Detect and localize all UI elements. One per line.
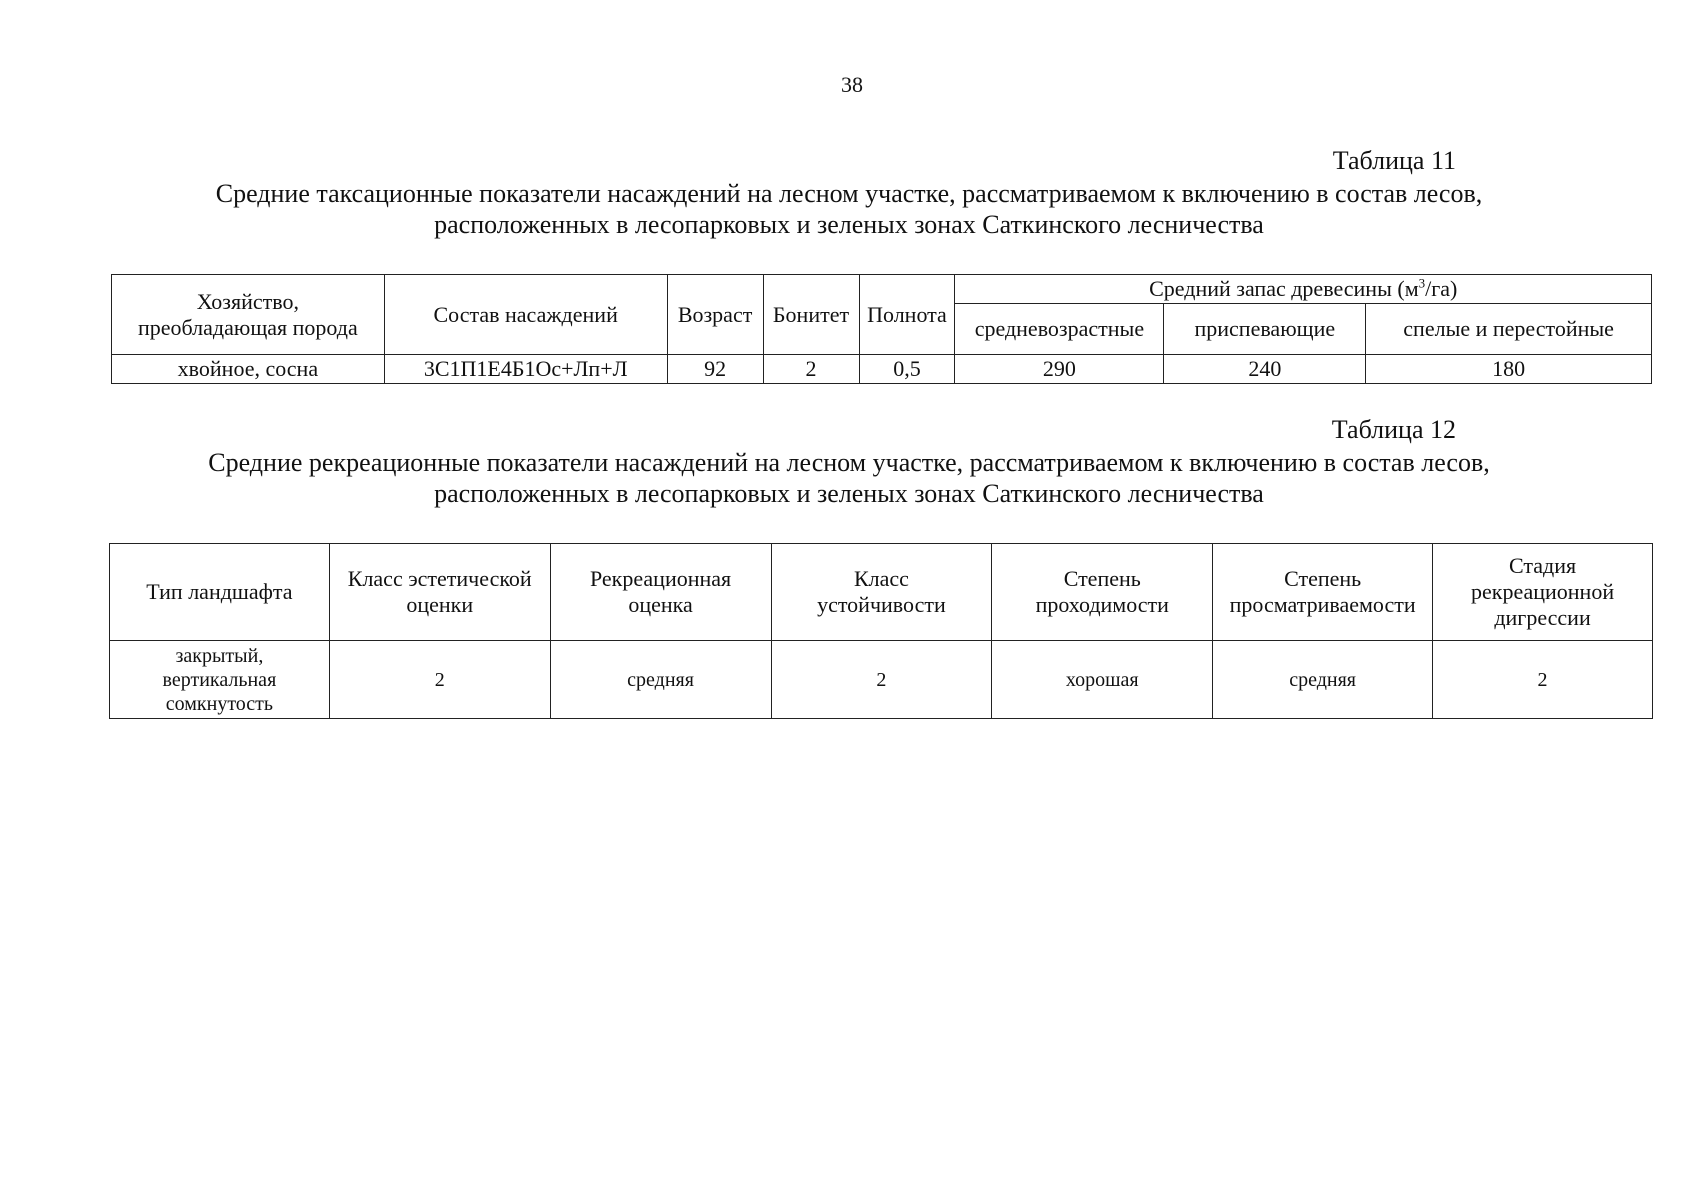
cell-mature: 180	[1366, 355, 1652, 384]
header-passability-line2: проходимости	[1035, 592, 1169, 617]
table-12-caption-line1: Средние рекреационные показатели насаждений на лесном участке, рассматриваемом к включению в состав лесов,	[208, 448, 1490, 477]
cell-digression: 2	[1433, 641, 1653, 719]
table-12-label: Таблица 12	[1331, 415, 1456, 444]
table-11-caption	[110, 178, 1588, 240]
header-middle-aged: средневозрастные	[955, 304, 1164, 355]
cell-farm: хвойное, сосна	[112, 355, 385, 384]
header-density: Полнота	[859, 275, 955, 355]
header-farm-line1: Хозяйство,	[196, 288, 299, 314]
header-visibility-line2: просматриваемости	[1229, 592, 1416, 617]
table-12-caption	[110, 447, 1588, 509]
table-11-label: Таблица 11	[1332, 146, 1456, 175]
cell-bonitet: 2	[763, 355, 859, 384]
cell-landscape-line1: закрытый,	[175, 644, 264, 667]
page-number: 38	[841, 72, 863, 97]
header-passability	[992, 544, 1213, 641]
table-12-caption-line2: расположенных в лесопарковых и зеленых зонах Саткинского лесничества	[434, 479, 1264, 508]
header-stability-line2: устойчивости	[817, 592, 946, 617]
header-digression-line2: рекреационной	[1470, 579, 1615, 604]
table-row	[110, 641, 1653, 719]
header-visibility	[1213, 544, 1433, 641]
header-landscape: Тип ландшафта	[110, 544, 330, 641]
header-farm	[112, 275, 385, 355]
table-12	[109, 543, 1653, 719]
header-wood-stock-prefix: Средний запас древесины (м	[1149, 276, 1419, 301]
table-11-caption-line1: Средние таксационные показатели насаждений на лесном участке, рассматриваемом к включению в состав лесов,	[215, 179, 1483, 208]
header-maturing: приспевающие	[1164, 304, 1366, 355]
header-passability-line1: Степень	[1063, 566, 1141, 591]
header-wood-stock-sup: 3	[1418, 275, 1426, 291]
cell-landscape-line2: вертикальная	[162, 668, 277, 691]
cell-age: 92	[667, 355, 763, 384]
header-farm-line2: преобладающая порода	[138, 314, 358, 340]
header-wood-stock	[955, 275, 1652, 304]
header-stability	[771, 544, 992, 641]
header-aesthetic	[329, 544, 550, 641]
header-mature: спелые и перестойные	[1366, 304, 1652, 355]
header-digression	[1433, 544, 1653, 641]
cell-landscape	[110, 641, 330, 719]
cell-recreation: средняя	[550, 641, 771, 719]
header-aesthetic-line2: оценки	[406, 592, 474, 617]
cell-stability: 2	[771, 641, 992, 719]
header-digression-line1: Стадия	[1508, 553, 1577, 578]
table-row	[112, 355, 1652, 384]
header-aesthetic-line1: Класс эстетической	[347, 566, 532, 591]
header-age: Возраст	[667, 275, 763, 355]
cell-passability: хорошая	[992, 641, 1213, 719]
header-composition: Состав насаждений	[384, 275, 667, 355]
table-11-caption-line2: расположенных в лесопарковых и зеленых зонах Саткинского лесничества	[434, 210, 1264, 239]
table-11	[111, 274, 1652, 384]
cell-composition: 3С1П1Е4Б1Ос+Лп+Л	[384, 355, 667, 384]
cell-density: 0,5	[859, 355, 955, 384]
header-wood-stock-suffix: /га)	[1425, 276, 1458, 301]
cell-visibility: средняя	[1213, 641, 1433, 719]
cell-landscape-line3: сомкнутость	[165, 692, 274, 715]
cell-aesthetic: 2	[329, 641, 550, 719]
header-visibility-line1: Степень	[1284, 566, 1362, 591]
cell-middle-aged: 290	[955, 355, 1164, 384]
header-stability-line1: Класс	[853, 566, 909, 591]
cell-maturing: 240	[1164, 355, 1366, 384]
header-digression-line3: дигрессии	[1494, 605, 1591, 630]
header-recreation-line1: Рекреационная	[589, 566, 732, 591]
header-recreation	[550, 544, 771, 641]
header-bonitet: Бонитет	[763, 275, 859, 355]
header-recreation-line2: оценка	[628, 592, 693, 617]
